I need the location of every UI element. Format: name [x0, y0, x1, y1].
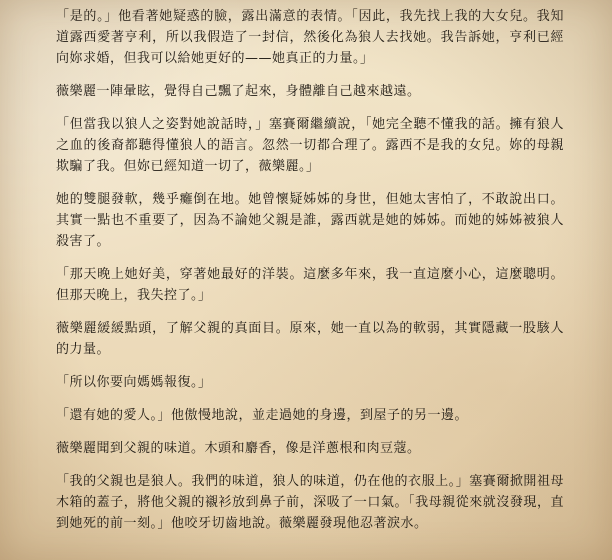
paragraph-9: 薇樂麗聞到父親的味道。木頭和麝香，像是洋蔥根和肉豆蔻。	[56, 441, 421, 456]
paragraph-8: 「還有她的愛人。」他傲慢地說，並走過她的身邊，到屋子的另一邊。	[56, 408, 469, 423]
paragraph-5: 「那天晚上她好美，穿著她最好的洋裝。這麼多年來，我一直這麼小心，這麼聰明。但那天晚上，我失控了。」	[56, 267, 564, 303]
paragraph-7: 「所以你要向媽媽報復。」	[56, 375, 212, 390]
paragraph-10: 「我的父親也是狼人。我們的味道，狼人的味道，仍在他的衣服上。」塞賽爾掀開祖母木箱的蓋子，將他父親的襯衫放到鼻子前，深吸了一口氣。「我母親從來就沒發現，直到她死的前一刻。」他咬牙切齒地說。薇樂麗發現他忍著淚水。	[56, 474, 564, 531]
paragraph-4: 她的雙腿發軟，幾乎癱倒在地。她曾懷疑姊姊的身世，但她太害怕了，不敢說出口。其實一點也不重要了，因為不論她父親是誰，露西就是她的姊姊。而她的姊姊被狼人殺害了。	[56, 192, 564, 249]
paragraph-6: 薇樂麗緩緩點頭，了解父親的真面目。原來，她一直以為的軟弱，其實隱藏一股駭人的力量。	[56, 321, 564, 357]
paragraph-2: 薇樂麗一陣暈眩，覺得自己飄了起來，身體離自己越來越遠。	[56, 84, 421, 99]
paragraph-3: 「但當我以狼人之姿對她說話時，」塞賽爾繼續說，「她完全聽不懂我的話。擁有狼人之血的後裔都聽得懂狼人的語言。忽然一切都合理了。露西不是我的女兒。妳的母親欺騙了我。但妳已經知道一切了，薇樂麗。」	[56, 117, 564, 174]
paragraph-1: 「是的。」他看著她疑惑的臉，露出滿意的表情。「因此，我先找上我的大女兒。我知道露西愛著亨利，所以我假造了一封信，然後化為狼人去找她。我告訴她，亨利已經向妳求婚，但我可以給她更好的——她真正的力量。」	[56, 9, 564, 66]
